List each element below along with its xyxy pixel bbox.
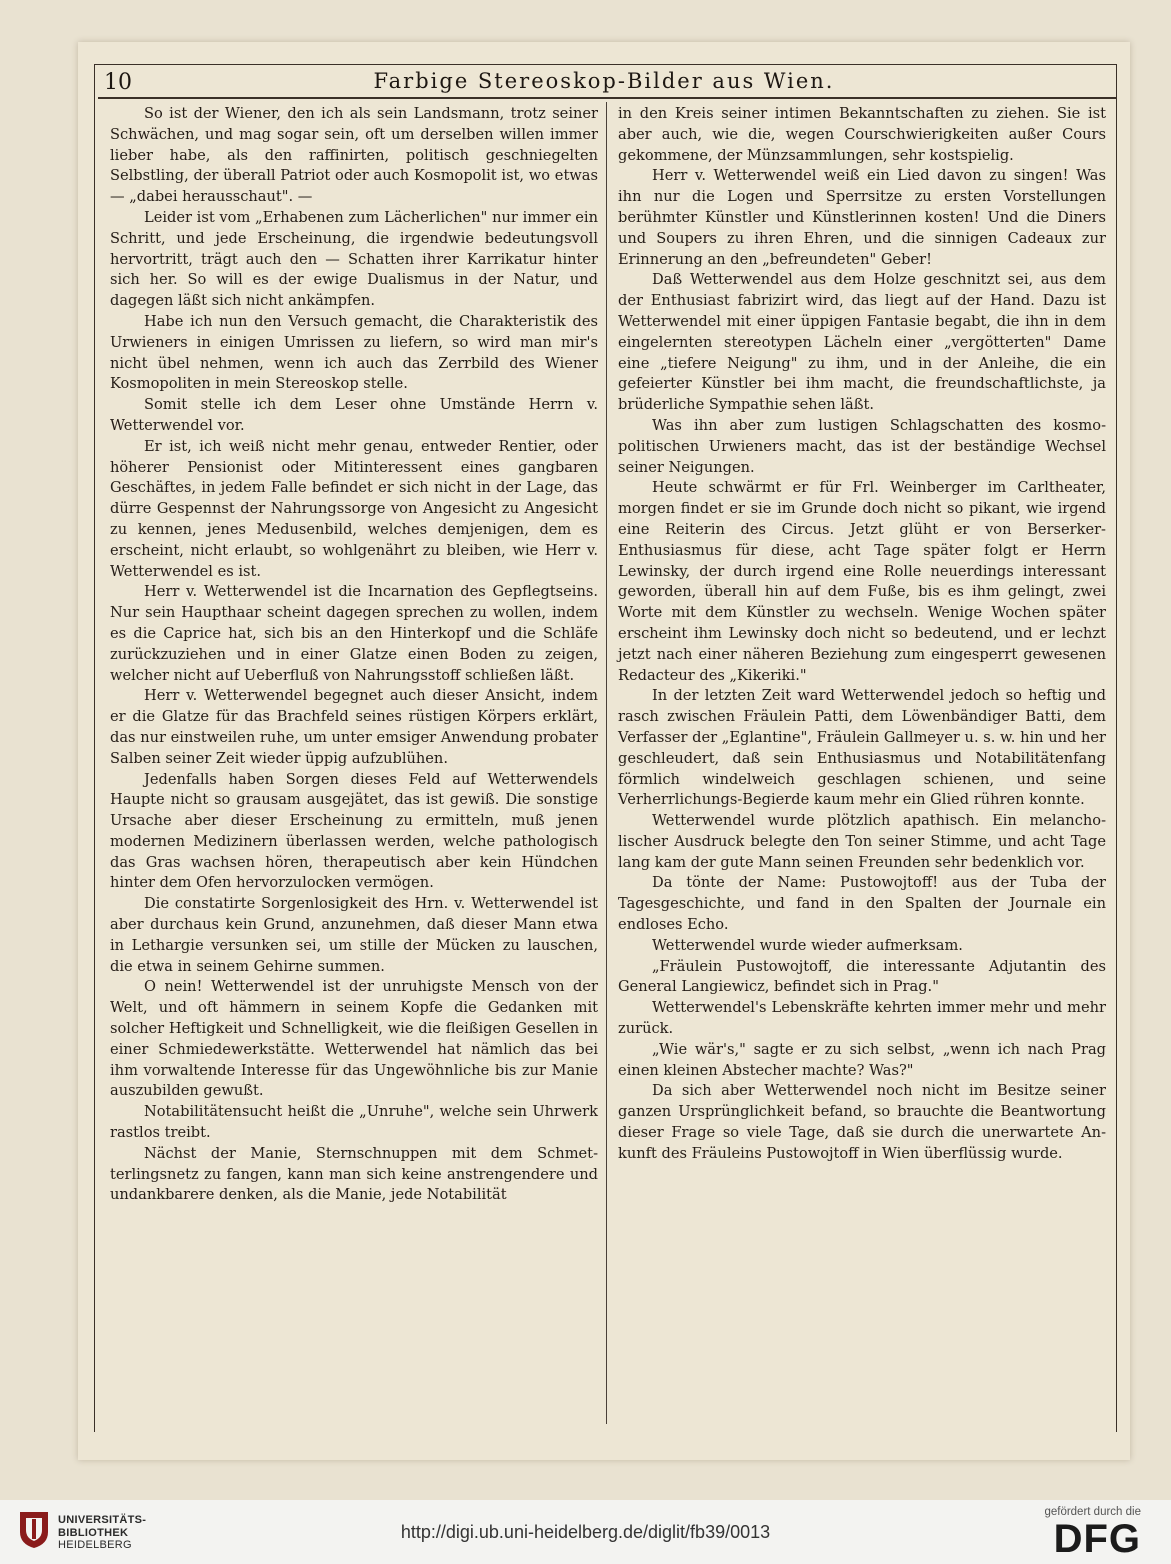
paragraph: In der letzten Zeit ward Wetterwendel jedoch so heftig und rasch zwischen Fräulein Patti, dem Löwenbändiger Batti, dem Verfasser der „Eglantine", Fräulein Gallmeyer u. s. w. hin und her geschleudert, daß sein Enthusiasmus und Notabilitätenfang förmlich windelweich geschlagen schienen, und seine Verherrlichungs-Begierde kaum mehr ein Glied rühren konnte. [618,687,1106,809]
paragraph: „Wie wär's," sagte er zu sich selbst, „wenn ich nach Prag einen kleinen Abstecher machte? Was?" [618,1040,1106,1079]
paragraph: Notabilitätensucht heißt die „Unruhe", welche sein Uhrwerk rastlos treibt. [110,1103,598,1142]
funded-by-label: gefördert durch die [1044,1506,1141,1518]
column-divider [606,102,607,1424]
paragraph: in den Kreis seiner intimen Bekanntschaften zu ziehen. Sie ist aber auch, wie die, wegen Courschwierigkeiten außer Cours gekommene, der Münzsammlungen, sehr kostspielig. [618,105,1106,164]
paragraph: Daß Wetterwendel aus dem Holze geschnitzt sei, aus dem der Enthusiast fabrizirt wird, das liegt auf der Hand. Dazu ist Wetterwendel mit einer üppigen Fantasie begabt, die ihn in dem eingelernten stereotypen Lächeln einer „vergötterten" Dame eine „tiefere Neigung" zu ihm, und in der Anleihe, die ein gefeierter Künstler bei ihm macht, die freundschaftlichste, ja brüderliche Sympathie sehen läßt. [618,271,1106,414]
paragraph: O nein! Wetterwendel ist der unruhigste Mensch von der Welt, und oft hämmern in seinem Kopfe die Gedanken mit solcher Heftigkeit und Schnelligkeit, wie die fleißigen Gesellen in einer Schmiedewerkstätte. Wetterwendel hat nämlich das bei ihm vorwaltende Interesse für das Ungewöhnliche bis zur Manie auszubilden gewußt. [110,978,598,1100]
paragraph: Die constatirte Sorgenlosigkeit des Hrn. v. Wetterwendel ist aber durchaus kein Grund, anzunehmen, daß dieser Mann etwa in Lethargie versunken sei, um stille der Mücken zu lauschen, die etwa in seinem Gehirne summen. [110,895,598,975]
viewer-footer [0,1500,1171,1564]
paragraph: Heute schwärmt er für Frl. Weinberger im Carltheater, morgen findet er sie im Grunde doch nicht so pikant, wie irgend eine Reiterin des Circus. Jetzt glüht er von Berserker-Enthusiasmus für diese, acht Tage später folgt er Herrn Lewinsky, der durch irgend eine Rolle neuerdings interessant geworden, überall hin auf dem Fuße, bis es ihm gelingt, zwei Worte mit dem Künstler zu wechseln. Wenige Wochen später erscheint ihm Lewinsky doch nicht so bedeutend, und er lechzt jetzt nach einer näheren Beziehung zum eingesperrt gewesenen Redacteur des „Kikeriki." [618,479,1106,684]
paragraph: Somit stelle ich dem Leser ohne Umstände Herrn v. Wetterwendel vor. [110,396,598,434]
left-column [110,104,598,1206]
paragraph: Nächst der Manie, Sternschnuppen mit dem Schmetterlingsnetz zu fangen, kann man sich keine anstrengendere und undankbarere denken, als die Manie, jede Notabilität [110,1144,598,1204]
paragraph: Was ihn aber zum lustigen Schlagschatten des kosmopolitischen Urwieners macht, das ist der beständige Wechsel seiner Neigungen. [618,416,1106,476]
paragraph: Herr v. Wetterwendel weiß ein Lied davon zu singen! Was ihn nur die Logen und Sperrsitze zu ersten Vorstellungen berühmter Künstler und Künstlerinnen kosten! Und die Diners und Soupers zu ihren Ehren, und die sinnigen Cadeaux zur Erinnerung an den „befreundeten" Geber! [618,167,1106,268]
frame-left-rule [94,64,95,1432]
paragraph: Wetterwendel's Lebenskräfte kehrten immer mehr und mehr zurück. [618,999,1106,1038]
paragraph: Wetterwendel wurde wieder aufmerksam. [652,936,963,954]
paragraph: Er ist, ich weiß nicht mehr genau, entweder Rentier, oder höherer Pensionist oder Mitinteressent eines gangbaren Geschäftes, in jedem Falle befindet er sich nicht in der Lage, das dürre Gespennst der Nahrungssorge von Angesicht zu Angesicht zu kennen, jenes Medusenbild, welches demjenigen, dem es erscheint, nicht erlaubt, so wohlgenährt zu bleiben, wie Herr v. Wetterwendel es ist. [110,437,598,580]
permalink-url[interactable]: http://digi.ub.uni-heidelberg.de/diglit/fb39/0013 [400,1522,771,1542]
frame-right-rule [1116,64,1117,1432]
paragraph: Herr v. Wetterwendel begegnet auch dieser Ansicht, indem er die Glatze für das Brachfeld seines rüstigen Körpers erklärt, das nur einstweilen ruhe, um unter emsiger Anwendung probater Salben seiner Zeit wieder üppig aufzublühen. [110,687,598,767]
paragraph: „Fräulein Pustowojtoff, die interessante Adjutantin des General Langiewicz, befindet sich in Prag." [618,957,1106,996]
paragraph: Herr v. Wetterwendel ist die Incarnation des Gepflegtseins. Nur sein Haupthaar scheint dagegen sprechen zu wollen, indem es die Caprice hat, sich bis an den Hinterkopf und die Schläfe zurückzuziehen und in einer Glatze einen Boden zu zeigen, welcher nicht auf Ueberfluß von Nahrungsstoff schließen läßt. [110,583,598,684]
page-number: 10 [104,70,132,95]
paragraph: Jedenfalls haben Sorgen dieses Feld auf Wetterwendels Haupte nicht so grausam ausgejätet, das ist gewiß. Die sonstige Ursache aber dieser Erscheinung zu ermitteln, muß jenen modernen Medizinern überlassen werden, welche pathologisch das Gras wachsen hören, therapeutisch aber kein Hündchen hinter dem Ofen hervorzulocken vermögen. [110,770,598,892]
paragraph: Habe ich nun den Versuch gemacht, die Charakteristik des Urwieners in einigen Umrissen zu liefern, so wird man mir's nicht übel nehmen, wenn ich auch das Zerrbild des Wiener Kosmopoliten in mein Stereoskop stelle. [110,312,598,393]
right-column [618,104,1106,1165]
paragraph: So ist der Wiener, den ich als sein Landsmann, trotz seiner Schwächen, und mag sogar sein, oft um derselben willen immer lieber habe, als den raffinirten, politisch geschniegelten Selbstling, der überall Patriot oder auch Kosmopolit ist, wo etwas — „dabei herausschaut". — [110,105,598,206]
paragraph: Leider ist vom „Erhabenen zum Lächerlichen" nur immer ein Schritt, und jede Erscheinung, die irgendwie bedeutungsvoll hervortritt, trägt auch den — Schatten ihrer Karrikatur hinter sich her. So will es der ewige Dualismus in der Natur, und dagegen läßt sich nicht ankämpfen. [110,208,598,310]
header-rule [98,97,1116,99]
paragraph: Da sich aber Wetterwendel noch nicht im Besitze seiner ganzen Ursprünglichkeit befand, so brauchte die Beantwortung dieser Frage so viele Tage, daß sie durch die unerwartete Ankunft des Fräuleins Pustowojtoff in Wien überflüssig wurde. [618,1082,1106,1162]
dfg-logo: DFG [1053,1517,1141,1561]
paragraph: Da tönte der Name: Pustowojtoff! aus der Tuba der Tagesgeschichte, und fand in den Spalten der Journale ein endloses Echo. [618,874,1106,934]
running-title: Farbige Stereoskop-Bilder aus Wien. [373,69,835,93]
institution-name: UNIVERSITÄTS- BIBLIOTHEK HEIDELBERG [58,1514,147,1551]
newspaper-page [78,42,1130,1460]
paragraph: Wetterwendel wurde plötzlich apathisch. Ein melancholischer Ausdruck belegte den Ton seiner Stimme, und acht Tage lang kam der gute Mann seinen Freunden sehr bedenklich vor. [618,812,1106,871]
frame-top-rule [94,64,1117,65]
